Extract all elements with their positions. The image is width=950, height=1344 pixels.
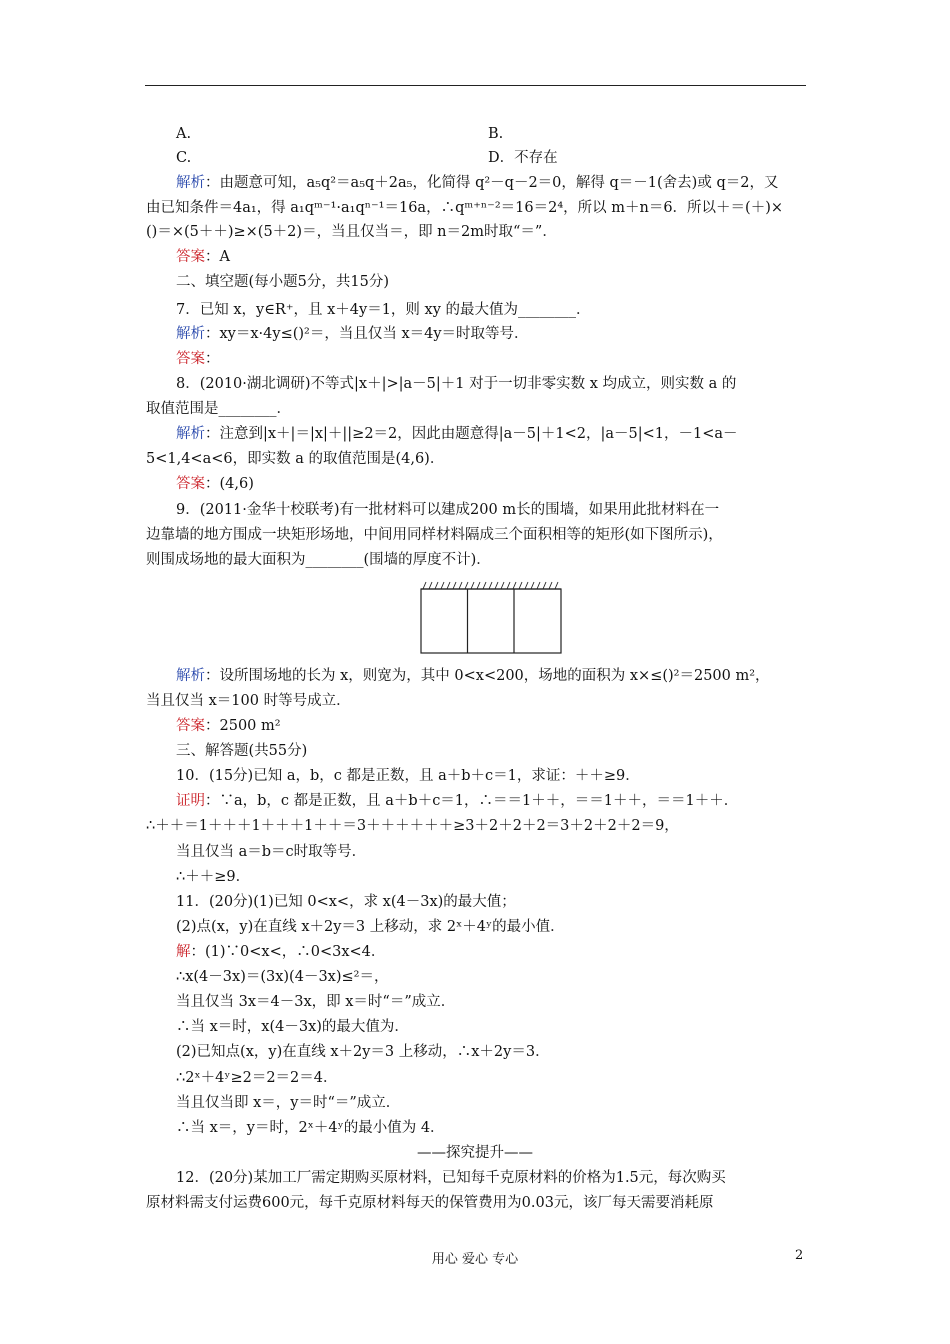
analysis-9-line-2: 当且仅当 x＝100 时等号成立． <box>146 693 351 709</box>
question-12-line-1: 12．(20分)某加工厂需定期购买原材料，已知每千克原材料的价格为1.5元，每次购买 <box>176 1170 726 1186</box>
enclosure-figure <box>419 580 565 656</box>
analysis-label: 解析 <box>176 426 205 442</box>
analysis-8-line-2: 5<1,4<a<6，即实数 a 的取值范围是(4,6)． <box>146 451 445 467</box>
page-number: 2 <box>795 1248 804 1263</box>
page-footer: 用心 爱心 专心 <box>431 1252 519 1267</box>
proof-label: 证明 <box>176 793 205 809</box>
analysis-9-line-1: 解析：设所围场地的长为 x，则宽为，其中 0<x<200，场地的面积为 x×≤()²＝2500 m²， <box>176 668 770 684</box>
question-9-line-3: 则围成场地的最大面积为________(围墙的厚度不计)． <box>146 552 491 568</box>
solution-11-line-7: 当且仅当即 x＝，y＝时“＝”成立． <box>176 1095 401 1111</box>
analysis-label: 解析 <box>176 668 205 684</box>
solution-11-line-8: ∴当 x＝，y＝时，2ˣ＋4ʸ的最小值为 4． <box>176 1120 445 1136</box>
question-12-line-2: 原材料需支付运费600元，每千克原材料每天的保管费用为0.03元，该厂每天需要消耗原 <box>146 1195 714 1211</box>
question-8-line-1: 8．(2010·湖北调研)不等式|x＋|>|a－5|＋1 对于一切非零实数 x 均成立，则实数 a 的 <box>176 376 737 392</box>
answer-label: 答案 <box>176 718 205 734</box>
solution-label: 解 <box>176 944 191 960</box>
solution-11-line-3: 当且仅当 3x＝4－3x，即 x＝时“＝”成立． <box>176 994 456 1010</box>
answer-7: 答案： <box>176 351 220 367</box>
solution-11-line-5: (2)已知点(x，y)在直线 x＋2y＝3 上移动，∴x＋2y＝3． <box>176 1044 550 1060</box>
answer-8: 答案：(4,6) <box>176 476 254 492</box>
section-3-heading: 三、解答题(共55分) <box>176 743 308 759</box>
question-8-line-2: 取值范围是________． <box>146 401 291 417</box>
analysis-6-line-1: 解析：由题意可知，a₅q²＝a₅q＋2a₅，化简得 q²－q－2＝0，解得 q＝－1(舍去)或 q＝2，又 <box>176 175 779 191</box>
option-b: B. <box>488 126 504 142</box>
solution-11-line-4: ∴当 x＝时，x(4－3x)的最大值为． <box>176 1019 409 1035</box>
section-explore-heading: ——探究提升—— <box>417 1145 533 1161</box>
answer-label: 答案 <box>176 249 205 265</box>
option-d: D．不存在 <box>488 150 558 166</box>
analysis-6-line-2: 由已知条件＝4a₁，得 a₁qᵐ⁻¹·a₁qⁿ⁻¹＝16a，∴qᵐ⁺ⁿ⁻²＝16＝2⁴，所以 m＋n＝6．所以＋＝(＋)× <box>146 200 784 216</box>
question-11-part-2: (2)点(x，y)在直线 x＋2y＝3 上移动，求 2ˣ＋4ʸ的最小值． <box>176 919 565 935</box>
analysis-label: 解析 <box>176 326 205 342</box>
proof-10-line-3: 当且仅当 a＝b＝c时取等号． <box>176 844 367 860</box>
header-rule <box>145 85 806 86</box>
analysis-label: 解析 <box>176 175 205 191</box>
section-2-heading: 二、填空题(每小题5分，共15分) <box>176 274 389 290</box>
analysis-8-line-1: 解析：注意到|x＋|＝|x|＋||≥2＝2，因此由题意得|a－5|＋1<2，|a－5|<1，－1<a－ <box>176 426 738 442</box>
answer-9: 答案：2500 m² <box>176 718 281 734</box>
question-10: 10．(15分)已知 a，b，c 都是正数，且 a＋b＋c＝1，求证：＋＋≥9． <box>176 768 640 784</box>
solution-11-line-1: 解：(1)∵0<x<，∴0<3x<4． <box>176 944 386 960</box>
answer-label: 答案 <box>176 351 205 367</box>
question-7: 7．已知 x，y∈R⁺，且 x＋4y＝1，则 xy 的最大值为________． <box>176 302 591 318</box>
option-c: C. <box>176 150 192 166</box>
question-9-line-2: 边靠墙的地方围成一块矩形场地，中间用同样材料隔成三个面积相等的矩形(如下图所示)， <box>146 527 723 543</box>
answer-label: 答案 <box>176 476 205 492</box>
analysis-7: 解析：xy＝x·4y≤()²＝，当且仅当 x＝4y＝时取等号． <box>176 326 529 342</box>
answer-6: 答案：A <box>176 249 230 265</box>
proof-10-line-1: 证明：∵a，b，c 都是正数，且 a＋b＋c＝1，∴＝＝1＋＋，＝＝1＋＋，＝＝1＋＋． <box>176 793 739 809</box>
option-a: A. <box>176 126 192 142</box>
solution-11-line-6: ∴2ˣ＋4ʸ≥2＝2＝2＝4． <box>176 1070 338 1086</box>
proof-10-line-4: ∴＋＋≥9． <box>176 869 251 885</box>
solution-11-line-2: ∴x(4－3x)＝(3x)(4－3x)≤²＝， <box>176 969 389 985</box>
analysis-6-line-3: ()＝×(5＋＋)≥×(5＋2)＝，当且仅当＝，即 n＝2m时取“＝”． <box>146 224 557 240</box>
question-9-line-1: 9．(2011·金华十校联考)有一批材料可以建成200 m长的围墙，如果用此批材料在一 <box>176 502 720 518</box>
proof-10-line-2: ∴＋＋＝1＋＋＋1＋＋＋1＋＋＝3＋＋＋＋＋＋≥3＋2＋2＋2＝3＋2＋2＋2＝9， <box>146 818 679 834</box>
question-11-part-1: 11．(20分)(1)已知 0<x<，求 x(4－3x)的最大值； <box>176 894 516 910</box>
